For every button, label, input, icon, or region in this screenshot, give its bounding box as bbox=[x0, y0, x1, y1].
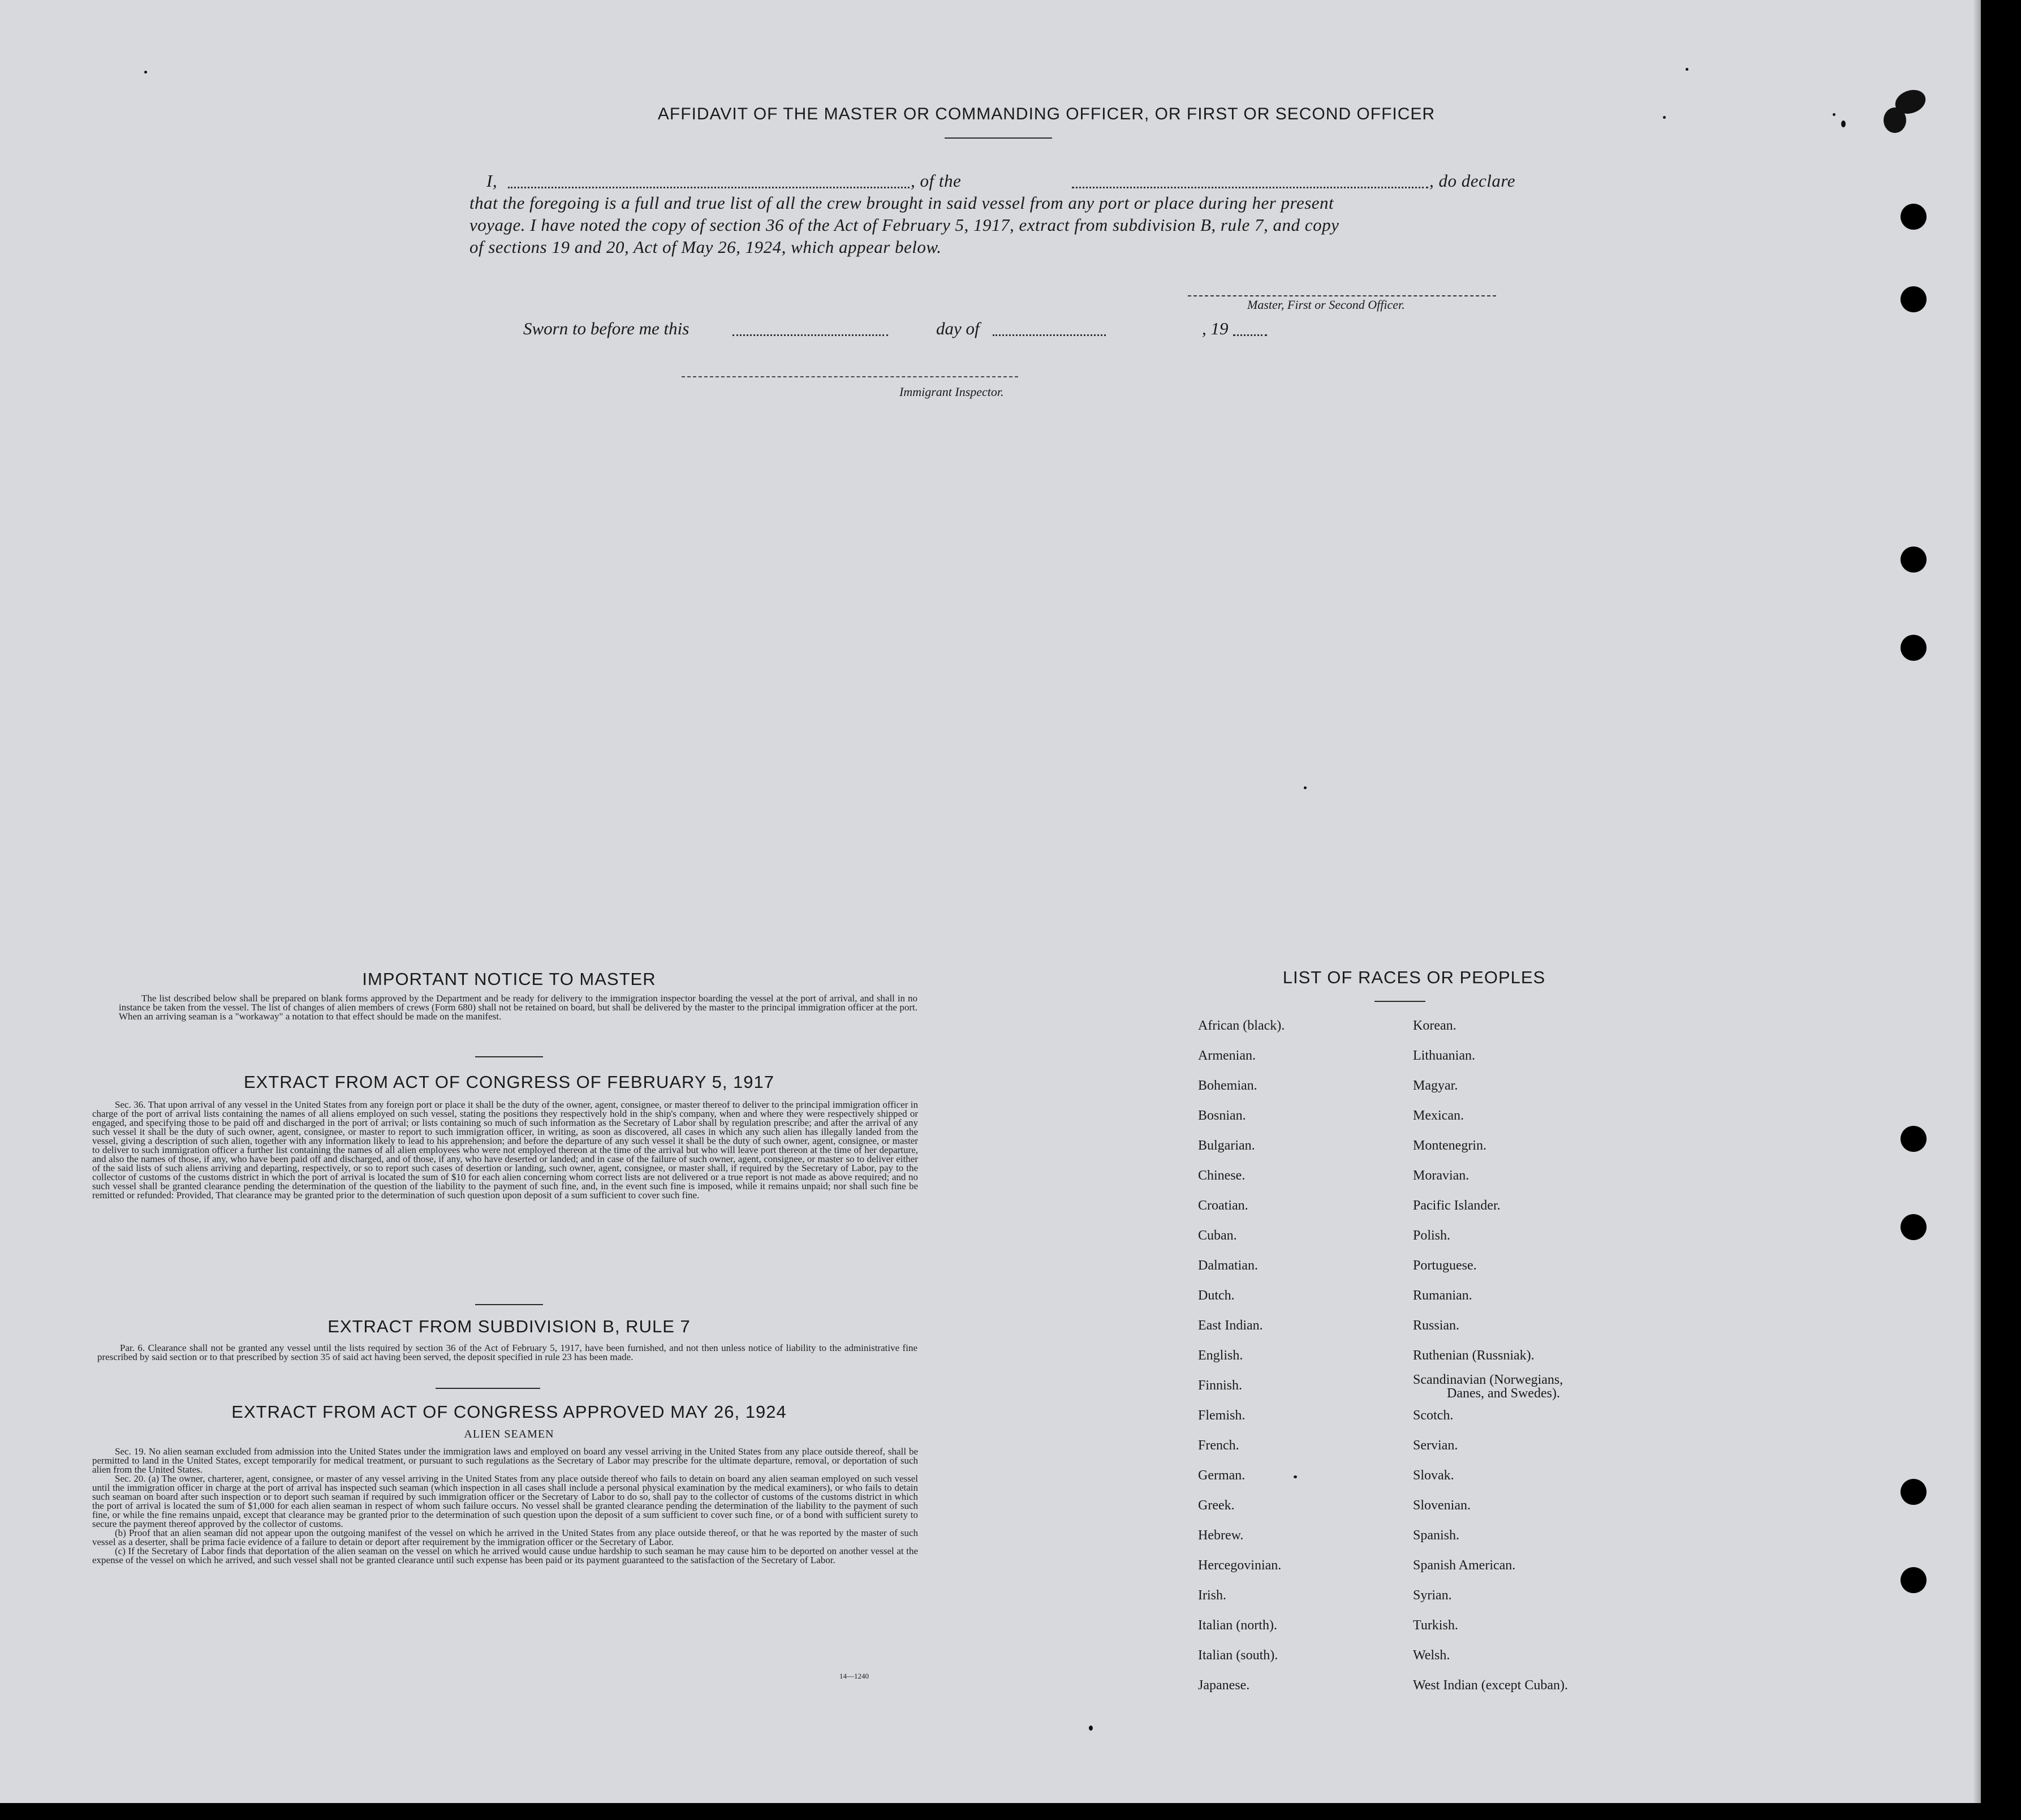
extract-1917-rule bbox=[475, 1304, 543, 1305]
race-item: Korean. bbox=[1413, 1018, 1457, 1033]
punch-hole bbox=[1901, 1567, 1927, 1593]
ink-speck bbox=[1663, 116, 1666, 119]
race-item: Syrian. bbox=[1413, 1588, 1452, 1603]
extract-rule7-title: EXTRACT FROM SUBDIVISION B, RULE 7 bbox=[328, 1316, 691, 1336]
race-item: Welsh. bbox=[1413, 1648, 1450, 1663]
master-signature-line bbox=[1188, 295, 1496, 296]
race-item: West Indian (except Cuban). bbox=[1413, 1678, 1568, 1693]
race-item: English. bbox=[1198, 1348, 1243, 1363]
sworn-prefix: Sworn to before me this bbox=[523, 319, 690, 338]
race-item: Spanish American. bbox=[1413, 1558, 1516, 1573]
vessel-blank bbox=[1072, 187, 1428, 188]
punch-hole bbox=[1901, 547, 1927, 573]
punch-hole bbox=[1901, 1214, 1927, 1240]
race-item: Montenegrin. bbox=[1413, 1138, 1486, 1153]
race-item: Portuguese. bbox=[1413, 1258, 1477, 1273]
race-item: African (black). bbox=[1198, 1018, 1285, 1033]
sworn-day-blank bbox=[732, 334, 888, 336]
ink-blot bbox=[1884, 107, 1906, 133]
race-item: Flemish. bbox=[1198, 1408, 1246, 1423]
form-number: 14—1240 bbox=[839, 1672, 869, 1680]
race-item: Finnish. bbox=[1198, 1378, 1243, 1393]
race-item: Dutch. bbox=[1198, 1288, 1235, 1303]
page-edge-shadow bbox=[1973, 0, 1981, 1803]
paragraph-6: Par. 6. Clearance shall not be granted any vessel until the lists required by section 36 of the Act of February 5, 1917, have been furnished, and not then unless notice of liability to the administrative fine prescribed by said section or to that prescribed by section 35 of said act having been served, the deposit specified in rule 23 has been made. bbox=[97, 1344, 917, 1362]
races-title-rule bbox=[1374, 1001, 1425, 1002]
race-item: East Indian. bbox=[1198, 1318, 1263, 1333]
race-item: Pacific Islander. bbox=[1413, 1198, 1501, 1213]
declaration-line-3: voyage. I have noted the copy of section 36 of the Act of February 5, 1917, extract from subdivision B, rule 7, and copy bbox=[469, 215, 1339, 235]
race-item: Armenian. bbox=[1198, 1048, 1256, 1063]
race-item: Scotch. bbox=[1413, 1408, 1454, 1423]
race-item: Ruthenian (Russniak). bbox=[1413, 1348, 1535, 1363]
race-item: Scandinavian (Norwegians, bbox=[1413, 1372, 1563, 1387]
race-item: Greek. bbox=[1198, 1498, 1235, 1513]
race-item: Bohemian. bbox=[1198, 1078, 1257, 1093]
race-item: Bulgarian. bbox=[1198, 1138, 1255, 1153]
race-item: Slovenian. bbox=[1413, 1498, 1471, 1513]
extract-rule7-rule bbox=[436, 1388, 540, 1389]
declaration-i: I, bbox=[486, 171, 498, 191]
inspector-signature-line bbox=[682, 376, 1018, 377]
section-19-paragraph: Sec. 19. No alien seaman excluded from admission into the United States under the immigration laws and employed on board any vessel arriving in the United States from any place outside thereof, shall be permitted to land in the United States, except temporarily for medical treatment, or pursuant to such regulations as the Secretary of Labor may prescribe for the ultimate departure, removal, or deportation of such alien from the United States. bbox=[92, 1447, 918, 1475]
race-item: Moravian. bbox=[1413, 1168, 1470, 1183]
race-item: Italian (north). bbox=[1198, 1618, 1277, 1633]
section-20a-paragraph: Sec. 20. (a) The owner, charterer, agent, consignee, or master of any vessel arriving in the United States from any place outside thereof who fails to detain on board any alien seaman employed on such vessel until the immigration officer in charge at the port of arrival has inspected such seaman (which inspection in all cases shall include a personal physical examination by the medical examiners), or who fails to detain such seaman on board after such inspection or to deport such seaman if required by such immigration officer or the Secretary of Labor to do so, shall pay to the collector of customs of the customs district in which the port of arrival is located the sum of $1,000 for each alien seaman in respect of whom such failure occurs. No vessel shall be granted clearance pending the determination of the liability to the payment of such fine, or while the fine remains unpaid, except that clearance may be granted prior to the determination of such question upon the deposit of a sum sufficient to cover such fine, or of a bond with sufficient surety to secure the payment thereof approved by the collector of customs. bbox=[92, 1473, 918, 1529]
punch-hole bbox=[1901, 286, 1927, 312]
ink-speck bbox=[1294, 1475, 1297, 1478]
race-item: Cuban. bbox=[1198, 1228, 1237, 1243]
extract-1924-text bbox=[92, 1447, 918, 1662]
race-item: Japanese. bbox=[1198, 1678, 1250, 1693]
race-item: Hercegovinian. bbox=[1198, 1558, 1282, 1573]
race-item: Rumanian. bbox=[1413, 1288, 1472, 1303]
master-signature-label: Master, First or Second Officer. bbox=[1247, 298, 1405, 312]
ink-speck bbox=[144, 71, 147, 74]
declaration-line-4: of sections 19 and 20, Act of May 26, 1924, which appear below. bbox=[469, 237, 942, 257]
race-item: Dalmatian. bbox=[1198, 1258, 1258, 1273]
extract-1917-text bbox=[92, 1100, 918, 1291]
section-20c-paragraph: (c) If the Secretary of Labor finds that deportation of the alien seaman on the vessel on which he arrived would cause undue hardship to such seaman he may cause him to be deported on another vessel at the expense of the vessel on which he arrived, and such vessel shall not be granted clearance until such expense has been paid or its payment guaranteed to the satisfaction of the Secretary of Labor. bbox=[92, 1546, 918, 1565]
punch-hole bbox=[1901, 1479, 1927, 1505]
declaration-line-2: that the foregoing is a full and true list of all the crew brought in said vessel from any port or place during her present bbox=[469, 193, 1334, 213]
extract-1924-title: EXTRACT FROM ACT OF CONGRESS APPROVED MAY 26, 1924 bbox=[231, 1402, 787, 1422]
race-item: German. bbox=[1198, 1468, 1246, 1483]
sworn-year-blank bbox=[1233, 334, 1267, 336]
sworn-year: , 19 bbox=[1202, 319, 1229, 338]
race-item: Mexican. bbox=[1413, 1108, 1464, 1123]
ink-speck bbox=[1841, 121, 1846, 127]
section-36-paragraph: Sec. 36. That upon arrival of any vessel in the United States from any foreign port or place it shall be the duty of the owner, agent, consignee, or master thereof to deliver to the principal immigration officer in charge of the port of arrival lists containing the names of all aliens employed on such vessel, stating the positions they respectively hold in the ship's company, when and where they were respectively shipped or engaged, and specifying those to be paid off and discharged in the port of arrival; or lists containing so much of such information as the Secretary of Labor shall by regulation prescribe; and after the arrival of any such vessel it shall be the duty of such owner, agent, consignee, or master to report to such immigration officer, in writing, as soon as discovered, all cases in which any such alien has illegally landed from the vessel, giving a description of such alien, together with any information likely to lead to his apprehension; and before the departure of any such vessel it shall be the duty of such owner, agent, consignee, or master to deliver to such immigration officer a further list containing the names of all alien employees who were not employed thereon at the time of the arrival but who will leave port thereon at the time of her departure, and also the names of those, if any, who have been paid off and discharged, and of those, if any, who have deserted or landed; and in case of the failure of such owner, agent, consignee, or master so to deliver either of the said lists of such aliens arriving and departing, respectively, or so to report such cases of desertion or landing, such owner, agent, consignee, or master shall, if required by the Secretary of Labor, pay to the collector of customs of the customs district in which the port of arrival is located the sum of $10 for each alien concerning whom correct lists are not delivered or a true report is not made as above required; and no such vessel shall be granted clearance pending the determination of the question of the liability to the payment of such fine, and, in the event such fine is imposed, while it remains unpaid; nor shall such fine be remitted or refunded: Provided, That clearance may be granted prior to the determination of such question upon deposit of a sum sufficient to cover such fine. bbox=[92, 1100, 918, 1201]
declaration-do-declare: , do declare bbox=[1429, 171, 1516, 191]
notice-paragraph: The list described below shall be prepared on blank forms approved by the Department and be ready for delivery to the immigration inspector boarding the vessel at the port of arrival, and shall in no instance be taken from the vessel. The list of changes of alien members of crews (Form 680) shall not be retained on board, but shall be delivered by the master to the principal immigration officer at the port. When an arriving seaman is a "workaway" a notation to that effect should be made on the manifest. bbox=[119, 994, 917, 1022]
race-item: Russian. bbox=[1413, 1318, 1460, 1333]
sworn-line bbox=[523, 319, 1270, 341]
notice-title: IMPORTANT NOTICE TO MASTER bbox=[362, 969, 656, 989]
race-item: Servian. bbox=[1413, 1438, 1458, 1453]
race-item: Slovak. bbox=[1413, 1468, 1454, 1483]
ink-speck bbox=[1686, 68, 1688, 71]
race-item: Bosnian. bbox=[1198, 1108, 1246, 1123]
races-left-column bbox=[1198, 1018, 1396, 1703]
inspector-label: Immigrant Inspector. bbox=[899, 385, 1004, 399]
punch-hole bbox=[1901, 1126, 1927, 1152]
affidavit-declaration bbox=[469, 170, 1533, 258]
race-item: Magyar. bbox=[1413, 1078, 1458, 1093]
race-item: Croatian. bbox=[1198, 1198, 1248, 1213]
races-title: LIST OF RACES OR PEOPLES bbox=[1282, 967, 1546, 987]
ink-speck bbox=[1304, 786, 1307, 789]
notice-rule bbox=[475, 1056, 543, 1057]
sworn-month-blank bbox=[993, 334, 1106, 336]
section-20b-paragraph: (b) Proof that an alien seaman did not appear upon the outgoing manifest of the vessel on which he arrived in the United States from any place outside thereof, or that he was reported by the master of such vessel as a deserter, shall be prima facie evidence of a failure to detain or deport after requirement by the immigration officer or the Secretary of Labor. bbox=[92, 1528, 918, 1547]
race-item-continuation: Danes, and Swedes). bbox=[1447, 1386, 1560, 1401]
punch-hole bbox=[1901, 635, 1927, 661]
extract-rule7-text bbox=[97, 1344, 917, 1380]
race-item: Lithuanian. bbox=[1413, 1048, 1475, 1063]
race-item: Hebrew. bbox=[1198, 1528, 1244, 1543]
punch-hole bbox=[1901, 204, 1927, 230]
race-item: Italian (south). bbox=[1198, 1648, 1278, 1663]
sworn-day-of: day of bbox=[936, 319, 980, 338]
declaration-of-the: , of the bbox=[911, 171, 962, 191]
race-item: Irish. bbox=[1198, 1588, 1226, 1603]
race-item: Chinese. bbox=[1198, 1168, 1246, 1183]
alien-seamen-subtitle: ALIEN SEAMEN bbox=[464, 1428, 554, 1440]
races-right-column bbox=[1413, 1018, 1696, 1703]
name-blank bbox=[508, 187, 910, 188]
race-item: Spanish. bbox=[1413, 1528, 1460, 1543]
race-item: French. bbox=[1198, 1438, 1239, 1453]
ink-speck bbox=[1833, 113, 1835, 116]
notice-text bbox=[119, 994, 917, 1038]
extract-1917-title: EXTRACT FROM ACT OF CONGRESS OF FEBRUARY 5, 1917 bbox=[243, 1072, 775, 1092]
affidavit-title: AFFIDAVIT OF THE MASTER OR COMMANDING OFFICER, OR FIRST OR SECOND OFFICER bbox=[657, 105, 1436, 123]
ink-speck bbox=[1089, 1726, 1093, 1731]
race-item: Polish. bbox=[1413, 1228, 1451, 1243]
affidavit-title-rule bbox=[945, 137, 1052, 139]
race-item: Turkish. bbox=[1413, 1618, 1458, 1633]
declaration-line-1 bbox=[469, 170, 1533, 192]
